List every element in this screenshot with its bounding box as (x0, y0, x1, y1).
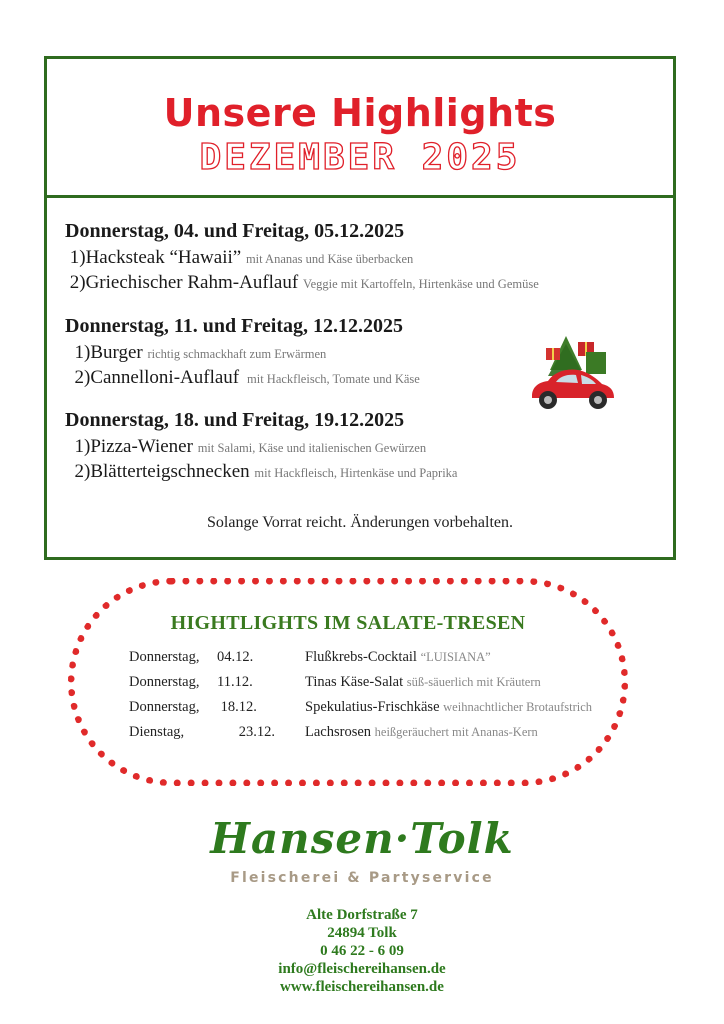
menu-item-label: 2)Blätterteigschnecken (65, 461, 250, 482)
menu-item-label: 1)Burger (65, 342, 143, 363)
menu-item (65, 460, 653, 485)
menu-item-desc: mit Ananas und Käse überbacken (245, 252, 414, 266)
page-title: Unsere Highlights (163, 91, 557, 135)
salad-day: Donnerstag, (129, 699, 200, 715)
salad-dish-desc: weihnachtlicher Brotaufstrich (443, 700, 593, 714)
salad-counter-box (68, 578, 628, 786)
disclaimer-note: Solange Vorrat reicht. Änderungen vorbehalten. (207, 514, 513, 531)
menu-item-desc: richtig schmackhaft zum Erwärmen (147, 347, 327, 361)
week-date: Donnerstag, 04. und Freitag, 05.12.2025 (65, 220, 405, 242)
salad-dish-desc: süß-säuerlich mit Kräutern (406, 675, 541, 689)
menu-item (65, 435, 653, 460)
salad-dish (305, 724, 538, 741)
menu-item (65, 271, 653, 296)
salad-dish-desc: heißgeräuchert mit Ananas-Kern (374, 725, 538, 739)
contact-website[interactable]: www.fleischereihansen.de (280, 979, 444, 995)
salad-day: Dienstag, (129, 724, 185, 740)
contact-email[interactable]: info@fleischereihansen.de (278, 961, 446, 977)
salad-row (129, 699, 593, 716)
salad-row (129, 674, 541, 691)
menu-item-desc: mit Salami, Käse und italienischen Gewürzen (197, 441, 427, 455)
salad-dish (305, 674, 541, 691)
brand-logo: Hansen·Tolk (210, 814, 514, 863)
salad-dish-name: Flußkrebs-Cocktail (305, 649, 417, 665)
week-section (65, 220, 653, 296)
menu-item (65, 246, 653, 271)
salad-dish-name: Spekulatius-Frischkäse (305, 699, 440, 715)
red-car-with-christmas-tree-icon (526, 334, 618, 414)
menu-item-label: 2)Griechischer Rahm-Auflauf (65, 272, 299, 293)
salad-date: 11.12. (217, 674, 253, 690)
week-section (65, 409, 653, 485)
contact-phone: 0 46 22 - 6 09 (320, 943, 404, 959)
menu-item-desc: mit Hackfleisch, Hirtenkäse und Paprika (254, 466, 458, 480)
salad-date: 04.12. (217, 649, 254, 665)
contact-city: 24894 Tolk (327, 925, 397, 941)
salad-date: 18.12. (217, 699, 257, 715)
salad-date: 23.12. (217, 724, 275, 740)
salad-dish (305, 649, 491, 666)
menu-item-desc: mit Hackfleisch, Tomate und Käse (243, 372, 420, 386)
salad-title: HIGHTLIGHTS IM SALATE-TRESEN (170, 612, 526, 634)
menu-item-desc: Veggie mit Kartoffeln, Hirtenkäse und Gemüse (302, 277, 539, 291)
salad-row (129, 724, 538, 741)
salad-dish-name: Lachsrosen (305, 724, 372, 740)
page-subtitle: DEZEMBER 2025 (199, 137, 521, 178)
salad-row (129, 649, 491, 666)
menu-item-label: 2)Cannelloni-Auflauf (65, 367, 240, 388)
contact-street: Alte Dorfstraße 7 (306, 907, 418, 923)
salad-dish-desc: “LUISIANA” (420, 650, 491, 664)
menu-item-label: 1)Pizza-Wiener (65, 436, 193, 457)
salad-dish-name: Tinas Käse-Salat (305, 674, 404, 690)
salad-day: Donnerstag, (129, 674, 200, 690)
contact-block (0, 906, 724, 996)
header-box (44, 56, 676, 198)
salad-day: Donnerstag, (129, 649, 200, 665)
week-date: Donnerstag, 18. und Freitag, 19.12.2025 (65, 409, 405, 431)
brand-tagline: Fleischerei & Partyservice (230, 870, 494, 886)
salad-dish (305, 699, 592, 716)
week-date: Donnerstag, 11. und Freitag, 12.12.2025 (65, 315, 403, 337)
menu-item-label: 1)Hacksteak “Hawaii” (65, 247, 242, 268)
